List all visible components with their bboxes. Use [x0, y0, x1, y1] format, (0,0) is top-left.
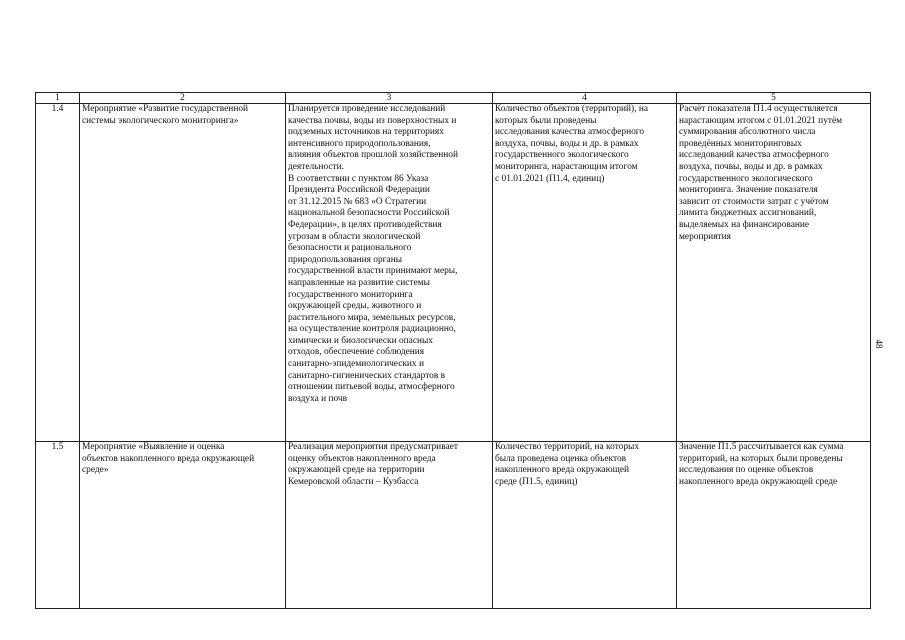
table-row	[36, 442, 871, 609]
table-row	[36, 104, 871, 442]
indicator-cell: Количество объектов (территорий), на которых были проведены исследования качества атмосферного воздуха, почвы, воды и др. в рамках государственного экологического мониторинга, нарастающим итогом с 01.01.2021 (П1.4, единиц)	[493, 104, 677, 442]
header-row	[36, 93, 871, 104]
event-cell: Мероприятие «Развитие государственной системы экологического мониторинга»	[80, 104, 286, 442]
header-col-4: 4	[493, 93, 677, 104]
calculation-cell: Расчёт показателя П1.4 осуществляется нарастающим итогом с 01.01.2021 путём суммирования абсолютного числа проведённых мониторинговых исследований качества атмосферного воздуха, почвы, воды и др. в рамках государственного экологического мониторинга. Значение показателя зависит от стоимости затрат с учётом лимита бюджетных ассигнований, выделяемых на финансирование мероприятия	[677, 104, 871, 442]
description-cell: Реализация мероприятия предусматривает оценку объектов накопленного вреда окружающей среде на территории Кемеровской области – Кузбасса	[286, 442, 493, 609]
calculation-cell: Значение П1.5 рассчитывается как сумма территорий, на которых были проведены исследования по оценке объектов накопленного вреда окружающей среде	[677, 442, 871, 609]
indicator-cell: Количество территорий, на которых была проведена оценка объектов накопленного вреда окружающей среде (П1.5, единиц)	[493, 442, 677, 609]
header-col-5: 5	[677, 93, 871, 104]
row-number: 1.4	[36, 104, 80, 442]
description-cell: Планируется проведение исследований качества почвы, воды из поверхностных и подземных источников на территориях интенсивного природопользования, влияния объектов прошлой хозяйственной деятельности. В соответствии с пунктом 86 Указа Президента Российской Федерации от 31.12.2015 № 683 «О Стратегии национальной безопасности Российской Федерации», в целях противодействия угрозам в области экологической безопасности и рационального природопользования органы государственной власти принимают меры, направленные на развитие системы государственного мониторинга окружающей среды, животного и растительного мира, земельных ресурсов, на осуществление контроля радиационно, химически и биологически опасных отходов, обеспечение соблюдения санитарно-эпидемиологических и санитарно-гигиенических стандартов в отношении питьевой воды, атмосферного воздуха и почв	[286, 104, 493, 442]
header-col-1: 1	[36, 93, 80, 104]
indicators-table	[35, 92, 871, 609]
header-col-2: 2	[80, 93, 286, 104]
event-cell: Мероприятие «Выявление и оценка объектов накопленного вреда окружающей среде»	[80, 442, 286, 609]
row-number: 1.5	[36, 442, 80, 609]
page-number: 48	[874, 339, 884, 349]
header-col-3: 3	[286, 93, 493, 104]
